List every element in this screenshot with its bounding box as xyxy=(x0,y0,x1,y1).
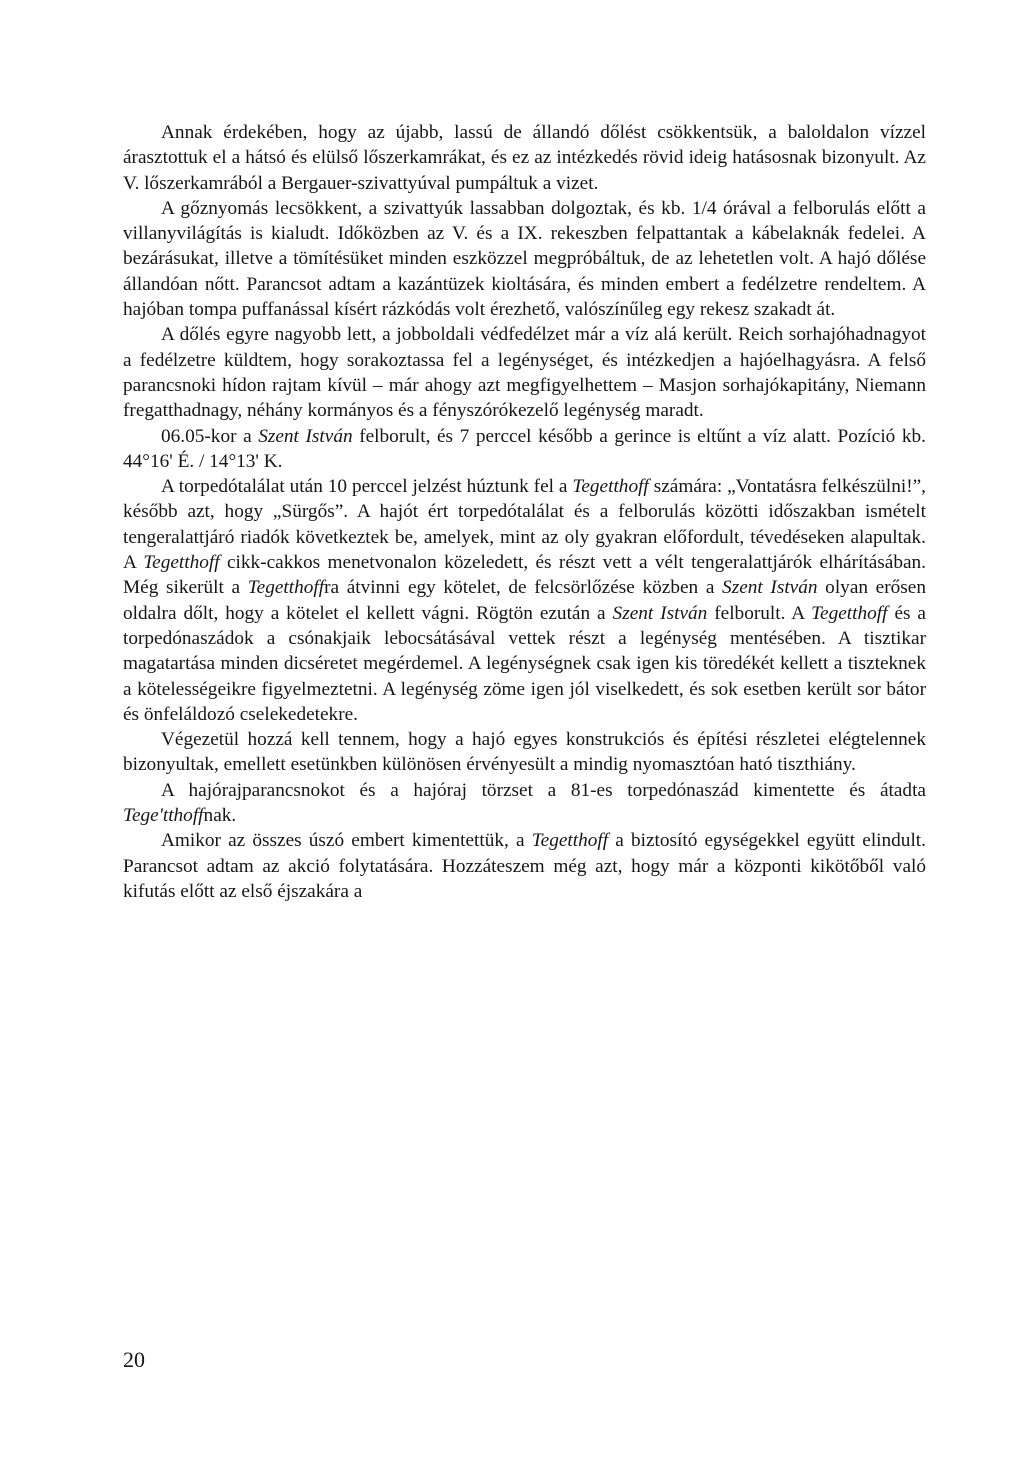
italic-text: Tegetthoff xyxy=(572,476,649,498)
text-segment: Annak érdekében, hogy az újabb, lassú de állandó dőlést csökkentsük, a baloldalon vízzel árasztottuk el a hátsó és elülső lőszerkamrákat, és ez az intézkedés rövid ideig hatásosnak bizonyult. Az V. lőszerkamrából a Bergauer-szivattyúval pumpáltuk a vizet. xyxy=(123,122,926,194)
text-segment: 06.05-kor a xyxy=(161,425,259,447)
italic-text: Tege'tthoff xyxy=(123,805,204,827)
paragraph xyxy=(123,778,926,829)
text-segment: olyan erősen oldalra dőlt, hogy a kötelet el kellett vágni. Rögtön ezután a xyxy=(123,577,926,624)
italic-text: Tegetthoff xyxy=(811,602,888,624)
text-segment: Amikor az összes úszó embert kimentettük, a xyxy=(161,830,532,852)
paragraph xyxy=(123,828,926,904)
text-segment: A torpedótalálat után 10 perccel jelzést húztunk fel a xyxy=(161,476,573,498)
italic-text: Szent István xyxy=(258,425,353,447)
text-segment: A gőznyomás lecsökkent, a szivattyúk lassabban dolgoztak, és kb. 1/4 órával a felborulás előtt a villanyvilágítás is kialudt. Időközben az V. és a IX. rekeszben felpattantak a kábelaknák fedelei. A bezárásukat, illetve a tömítésüket minden eszközzel megpróbáltuk, de az lehetetlen volt. A hajó dőlése állandóan nőtt. Parancsot adtam a kazántüzek kioltására, és minden embert a fedélzetre rendeltem. A hajóban tompa puffanással kísért rázkódás volt érezhető, valószínűleg egy rekesz szakadt át. xyxy=(123,197,926,321)
page-number: 20 xyxy=(123,1347,145,1372)
text-segment: a biztosító egységekkel együtt elindult. Parancsot adtam az akció folytatására. Hozzáteszem még azt, hogy már a központi kikötőből való kifutás előtt az első éjszakára a xyxy=(123,830,926,902)
text-segment: felborult, és 7 perccel később a gerince is eltűnt a víz alatt. Pozíció kb. 44°16' É. / 14°13' K. xyxy=(123,425,926,472)
italic-text: Tegetthoff xyxy=(247,577,325,599)
italic-text: Szent István xyxy=(612,602,708,624)
text-segment: A hajórajparancsnokot és a hajóraj törzset a 81-es torpedónaszád kimentette és átadta xyxy=(161,779,926,801)
italic-text: Szent István xyxy=(722,577,818,599)
text-segment: felborult. A xyxy=(707,602,812,624)
text-segment: és a torpedónaszádok a csónakjaik lebocsátásával vettek részt a legénység mentésében. A tisztikar magatartása minden dicséretet megérdemel. A legénységnek csak igen kis töredékét kellett a tiszteknek a kötelességeikre figyelmeztetni. A legénység zöme igen jól viselkedett, és sok esetben került sor bátor és önfeláldozó cselekedetekre. xyxy=(123,602,926,725)
paragraph xyxy=(123,424,926,475)
paragraph xyxy=(123,474,926,727)
text-segment: számára: „Vontatásra felkészülni!”, később azt, hogy „Sürgős”. A hajót ért torpedótalálat és a felborulás közötti időszakban ismételt tengeralattjáró riadók következtek be, amelyek, mint az oly gyakran előfordult, tévedéseken alapultak. A xyxy=(123,476,926,574)
text-segment: nak. xyxy=(203,805,237,827)
italic-text: Tegetthoff xyxy=(531,830,609,852)
paragraph xyxy=(123,322,926,423)
paragraph xyxy=(123,196,926,322)
text-segment: ra átvinni egy kötelet, de felcsörlőzése közben a xyxy=(324,577,723,599)
text-segment: A dőlés egyre nagyobb lett, a jobboldali védfedélzet már a víz alá került. Reich sorhajóhadnagyot a fedélzetre küldtem, hogy sorakoztassa fel a legénységet, és intézkedjen a hajóelhagyásra. A felső parancsnoki hídon rajtam kívül – már ahogy azt megfigyelhettem – Masjon sorhajókapitány, Niemann fregatthadnagy, néhány kormányos és a fényszórókezelő legénység maradt. xyxy=(123,324,926,422)
text-segment: Végezetül hozzá kell tennem, hogy a hajó egyes konstrukciós és építési részletei elégtelennek bizonyultak, emellett esetünkben különösen érvényesült a mindig nyomasztóan ható tiszthiány. xyxy=(123,729,926,776)
text-segment: cikk-cakkos menetvonalon közeledett, és részt vett a vélt tengeralattjárók elhárításában. Még sikerült a xyxy=(123,552,926,599)
body-text xyxy=(123,120,926,904)
italic-text: Tegetthoff xyxy=(143,552,220,574)
paragraph xyxy=(123,120,926,196)
paragraph xyxy=(123,727,926,778)
